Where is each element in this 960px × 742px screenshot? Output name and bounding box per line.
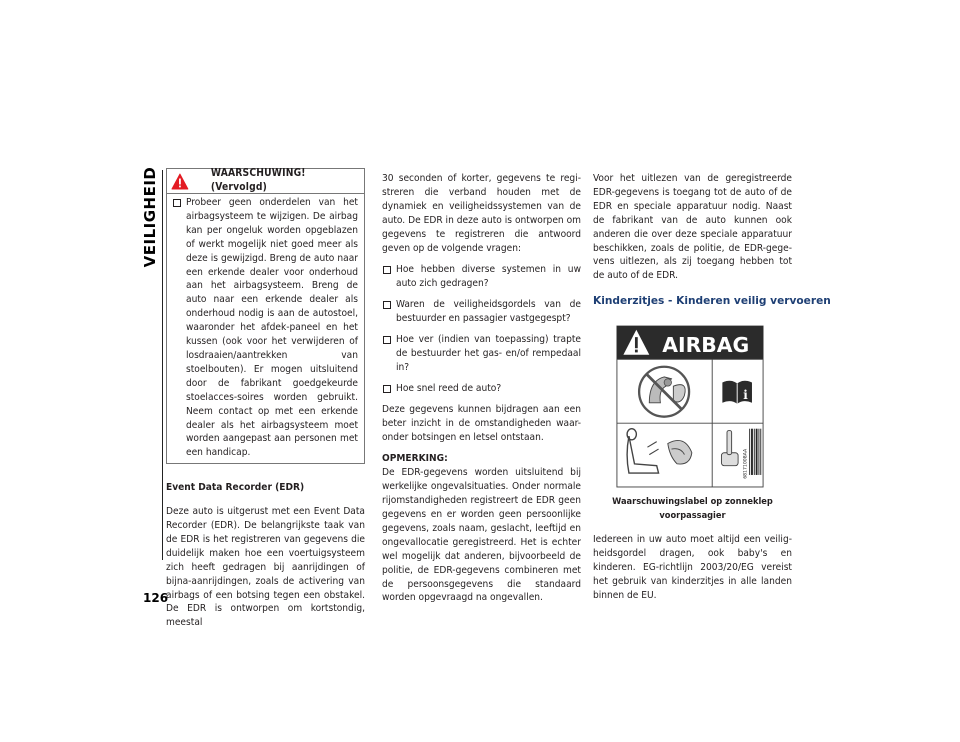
- image-caption: Waarschuwingslabel op zonneklep voorpassagier: [612, 496, 773, 521]
- list-item: Waren de veiligheidsgordels van de bestuurder en passagier vastgegespt?: [382, 298, 581, 326]
- child-seats-heading: Kinderzitjes - Kinderen veilig vervoeren: [593, 295, 831, 308]
- list-item: Hoe hebben diverse systemen in uw auto zich gedragen?: [382, 263, 581, 291]
- note-text: De EDR-gegevens worden uitsluitend bij werkelijke ongevalsituaties. Onder normale rijomstandigheden registreert de EDR geen gegevens en er worden geen persoonlijke gegevens, zoals naam, geslacht, leeftijd en ongevallocatie geregistreerd. Het is echter wel mogelijk dat anderen, bijvoorbeeld de politie, de EDR-gegevens combineren met de persoonsgegevens die standaard worden opgevraagd na ongevallen.: [382, 467, 581, 604]
- warning-item: Probeer geen onderdelen van het airbagsysteem te wijzigen. De airbag kan per ongeluk worden opgeblazen of werkt mogelijk niet goed meer als deze is gewijzigd. Breng de auto naar een erkende dealer voor onderhoud aan het airbagsysteem. Breng de auto naar een erkende dealer als onderhoud nodig is aan de autostoel, waaronder het afdek-paneel en het kussen (ook voor het verwijderen of losdraaien/aantrekken van stoelbouten). Er mogen uitsluitend door de fabrikant goedgekeurde stoelacces-soires worden gebruikt. Neem contact op met een erkende dealer als het airbagsysteem moet worden aangepast aan personen met een handicap.: [172, 196, 358, 460]
- column-3: [593, 172, 831, 602]
- note-label: OPMERKING:: [382, 453, 448, 465]
- list-item: Hoe ver (indien van toepassing) trapte de bestuurder het gas- en/of rempedaal in?: [382, 333, 581, 375]
- page-number: 126: [143, 591, 169, 605]
- warning-header: [167, 169, 364, 194]
- airbag-warning-label-image: [616, 325, 764, 488]
- section-tab: VEILIGHEID: [141, 166, 159, 268]
- edr-paragraph-4: Voor het uitlezen van de geregistreerde EDR-gegevens is toegang tot de auto of de EDR en speciale apparatuur nodig. Naast de fabrikant van de auto kunnen ook anderen die over deze speciale apparatuur beschikken, zoals de politie, de EDR-gege-vens uitlezen, als zij toegang hebben tot de auto of de EDR.: [593, 173, 792, 282]
- list-item: Hoe snel reed de auto?: [382, 382, 581, 396]
- warning-title: WAARSCHUWING! (Vervolgd): [210, 168, 306, 193]
- edr-heading: Event Data Recorder (EDR): [166, 482, 305, 494]
- column-1: [166, 168, 365, 630]
- section-divider: [162, 170, 163, 560]
- warning-box: [166, 168, 365, 464]
- column-2: [382, 172, 581, 605]
- edr-paragraph-1: Deze auto is uitgerust met een Event Data Recorder (EDR). De belangrijkste taak van de EDR is het registreren van gegevens die duidelijk maken hoe een voertuigsysteem zich heeft gedragen bij aanrijdingen of bijna-aanrijdingen, zoals de activering van airbags of een botsing tegen een obstakel. De EDR is ontworpen om kortstondig, meestal: [166, 506, 365, 629]
- edr-paragraph-3: Deze gegevens kunnen bijdragen aan een beter inzicht in de omstandigheden waar-onder botsingen en letsel ontstaan.: [382, 403, 581, 443]
- edr-paragraph-2: 30 seconden of korter, gegevens te regi-streren die verband houden met de dynamiek en veiligheidssystemen van de auto. De EDR in deze auto is ontworpen om gegevens te registreren die antwoord geven op de volgende vragen:: [382, 173, 581, 254]
- label-code: 68171008AA: [743, 449, 749, 479]
- edr-questions: [382, 263, 581, 395]
- airbag-label-text: AIRBAG: [662, 333, 750, 358]
- manual-book-icon: [722, 381, 752, 404]
- svg-text:i: i: [743, 388, 748, 403]
- warning-triangle-icon: [171, 173, 189, 190]
- child-seats-paragraph: Iedereen in uw auto moet altijd een veilig-heidsgordel dragen, ook baby's en kinderen. EG-richtlijn 2003/20/EG vereist het gebruik van kinderzitjes in alle landen binnen de EU.: [593, 533, 792, 601]
- warning-body: [167, 194, 364, 463]
